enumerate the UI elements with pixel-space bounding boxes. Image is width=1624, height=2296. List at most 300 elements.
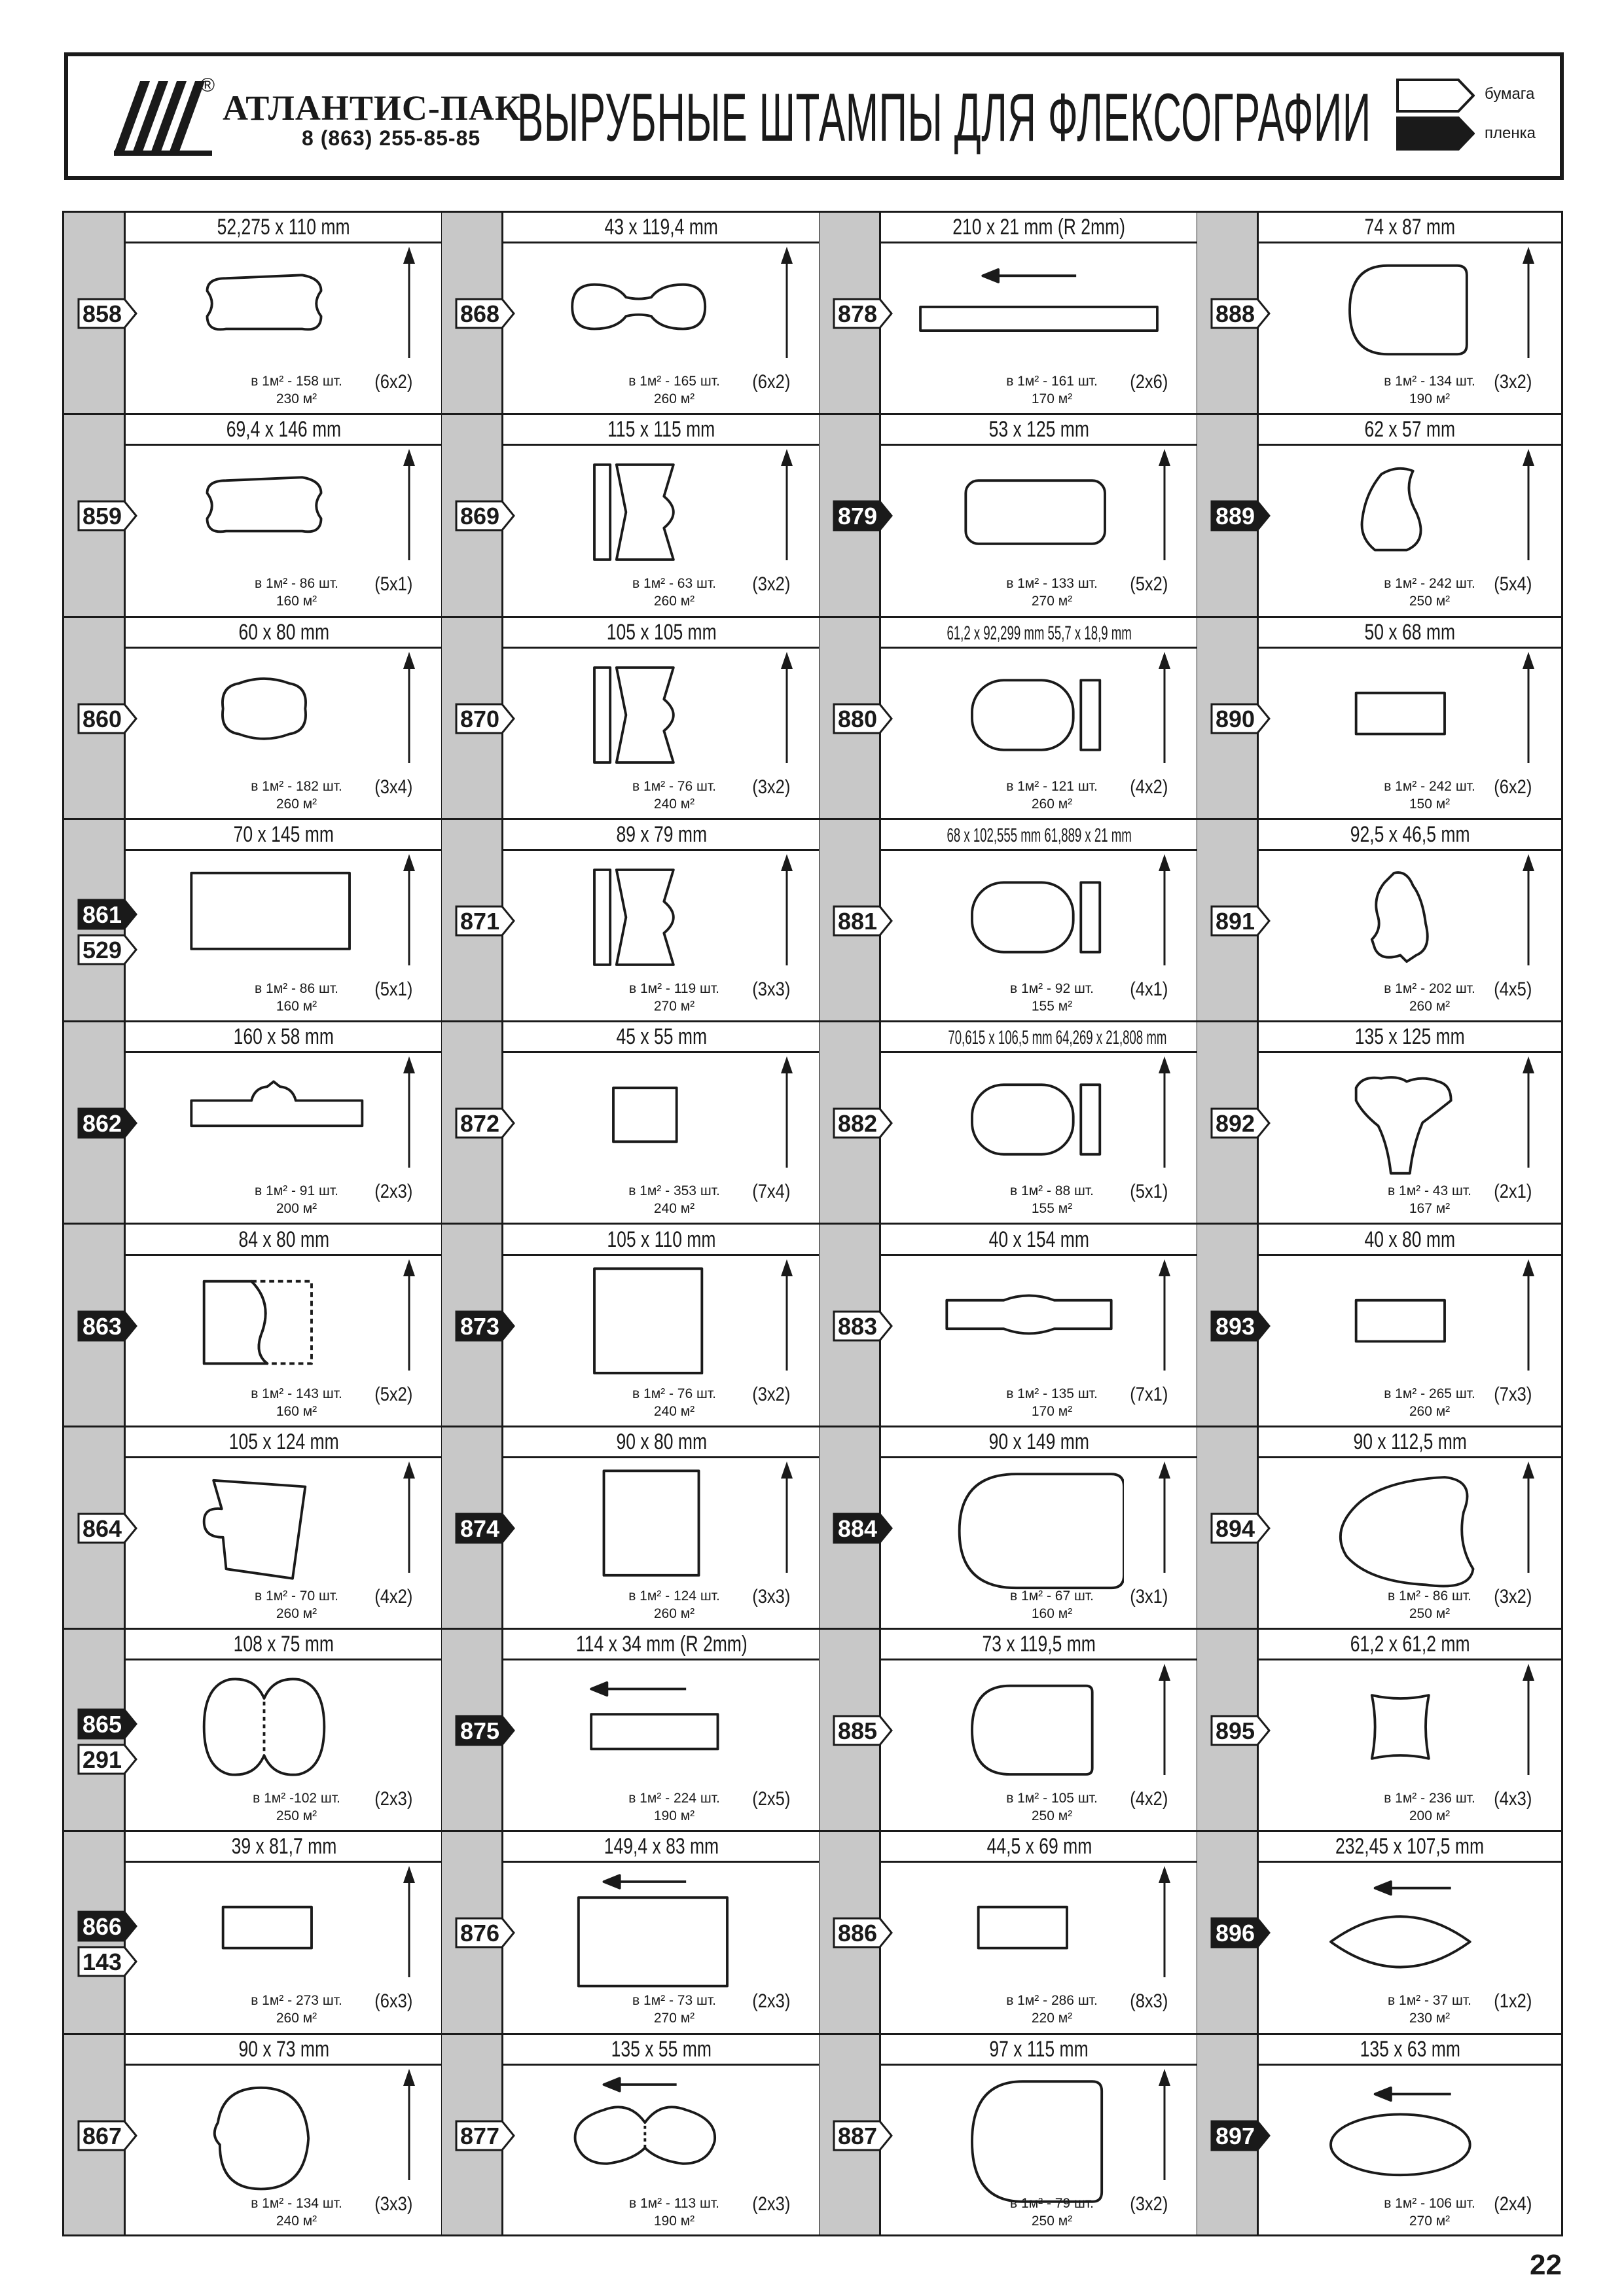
pieces-per-m2: в 1м² - 119 шт. <box>628 980 720 996</box>
die-size-text: 69,4 x 146 mm <box>226 417 342 442</box>
die-layout: (8x3) <box>1129 1990 1168 2013</box>
die-number: 877 <box>460 2122 500 2149</box>
die-cell-888 <box>1197 213 1561 415</box>
die-number-tag <box>455 1107 515 1139</box>
yield-note <box>986 980 1117 1015</box>
die-layout: (4x3) <box>1493 1788 1532 1810</box>
die-cell-879 <box>820 415 1197 617</box>
die-number-tag <box>77 500 137 531</box>
die-number-tag <box>455 2120 515 2151</box>
die-number-tag <box>77 703 137 734</box>
area-value: 170 м² <box>1031 1403 1073 1419</box>
die-shape-outline <box>934 1668 1124 1805</box>
die-size-label <box>126 2035 442 2066</box>
die-number-tag <box>1210 298 1271 329</box>
die-layout: (5x1) <box>374 573 412 596</box>
yield-note <box>231 1992 362 2027</box>
die-size-text: 105 x 110 mm <box>607 1227 716 1252</box>
yield-note <box>609 575 740 610</box>
feed-direction-arrow <box>1521 449 1536 560</box>
die-number-tag <box>77 1310 137 1342</box>
die-number: 882 <box>838 1110 878 1138</box>
pieces-per-m2: в 1м² - 88 шт. <box>1010 1183 1094 1199</box>
area-value: 260 м² <box>276 796 317 812</box>
die-size-text: 40 x 154 mm <box>988 1227 1090 1252</box>
die-size-label <box>1259 415 1561 446</box>
die-shape-outline <box>1312 1668 1502 1805</box>
die-number: 863 <box>82 1312 122 1340</box>
die-size-label <box>1259 1427 1561 1458</box>
die-size-label <box>126 618 442 649</box>
pieces-per-m2: в 1м² - 86 шт. <box>1388 1588 1471 1604</box>
die-number: 885 <box>838 1717 878 1745</box>
die-number-tag <box>833 905 893 937</box>
feed-direction-arrow <box>1521 1462 1536 1573</box>
die-layout: (3x4) <box>374 776 412 798</box>
die-cell-873 <box>442 1225 820 1427</box>
feed-direction-arrow <box>1521 1056 1536 1168</box>
area-value: 240 м² <box>653 1201 695 1217</box>
area-value: 190 м² <box>653 1808 695 1824</box>
die-number-tag <box>1210 2120 1271 2151</box>
yield-note <box>231 2195 362 2230</box>
die-size-text: 89 x 79 mm <box>616 821 707 847</box>
die-number-tag <box>1210 703 1271 734</box>
die-number: 886 <box>838 1920 878 1947</box>
yield-note <box>1364 1587 1495 1623</box>
die-number: 893 <box>1216 1312 1255 1340</box>
die-layout: (2x3) <box>751 2193 790 2215</box>
pieces-per-m2: в 1м² - 124 шт. <box>628 1588 720 1604</box>
die-number: 880 <box>838 705 878 732</box>
die-size-text: 45 x 55 mm <box>616 1024 707 1050</box>
die-number-tag <box>77 1513 137 1544</box>
area-value: 260 м² <box>653 1605 695 1621</box>
die-size-label <box>126 1022 442 1053</box>
area-value: 230 м² <box>276 391 317 406</box>
die-number-tag <box>77 1107 137 1139</box>
die-size-text: 105 x 124 mm <box>228 1429 339 1454</box>
die-number: 873 <box>460 1312 500 1340</box>
die-shape-outline <box>1312 1263 1502 1401</box>
die-number: 890 <box>1216 705 1255 732</box>
feed-direction-arrow <box>401 449 417 560</box>
die-number-tag <box>77 298 137 329</box>
pieces-per-m2: в 1м² - 73 шт. <box>632 1993 716 2009</box>
die-number: 896 <box>1216 1920 1255 1947</box>
die-layout: (6x2) <box>1493 776 1532 798</box>
die-shape-outline <box>179 1668 369 1805</box>
die-shape-outline <box>179 858 369 996</box>
die-size-text: 105 x 105 mm <box>606 619 717 645</box>
feed-direction-arrow <box>779 449 795 560</box>
die-shape-outline <box>1312 656 1502 793</box>
die-cell-893 <box>1197 1225 1561 1427</box>
die-cell-894 <box>1197 1427 1561 1630</box>
company-name: АТЛАНТИС-ПАК <box>223 88 521 128</box>
die-size-label <box>126 1832 442 1863</box>
area-value: 200 м² <box>276 1201 317 1217</box>
material-legend <box>1396 76 1540 154</box>
die-cell-885 <box>820 1630 1197 1832</box>
die-layout: (3x2) <box>751 1383 790 1405</box>
area-value: 200 м² <box>1409 1808 1451 1824</box>
die-layout: (3x1) <box>1129 1585 1168 1607</box>
die-number: 869 <box>460 503 500 530</box>
area-value: 155 м² <box>1031 998 1073 1014</box>
area-value: 250 м² <box>276 1808 317 1824</box>
feed-direction-arrow <box>1157 1866 1172 1977</box>
die-cell-892 <box>1197 1022 1561 1225</box>
die-size-label <box>503 213 820 243</box>
yield-note <box>609 1789 740 1825</box>
feed-direction-arrow <box>1521 1664 1536 1775</box>
die-number: 887 <box>838 2122 878 2149</box>
die-size-label <box>881 820 1197 851</box>
die-size-text: 74 x 87 mm <box>1364 215 1456 240</box>
die-size-label <box>503 618 820 649</box>
die-size-text: 61,2 x 61,2 mm <box>1350 1632 1470 1657</box>
catalog-column <box>1197 213 1561 2234</box>
die-layout: (2x4) <box>1493 2193 1532 2215</box>
die-cell-881 <box>820 820 1197 1022</box>
die-number: 871 <box>460 907 500 935</box>
die-number: 865 <box>82 1711 122 1738</box>
pieces-per-m2: в 1м² - 161 шт. <box>1006 374 1098 389</box>
area-value: 167 м² <box>1409 1201 1451 1217</box>
feed-direction-arrow <box>401 247 417 358</box>
die-shape-outline <box>556 1465 746 1603</box>
die-number-tag <box>833 298 893 329</box>
die-shape-outline <box>1312 453 1502 590</box>
die-size-text: 52,275 x 110 mm <box>217 215 350 240</box>
die-size-text: 70 x 145 mm <box>233 821 334 847</box>
die-size-text: 61,2 x 92,299 mm 55,7 x 18,9 mm <box>947 622 1132 644</box>
feed-direction-arrow <box>779 1259 795 1371</box>
die-size-text: 160 x 58 mm <box>233 1024 334 1050</box>
die-size-text: 60 x 80 mm <box>238 619 329 645</box>
die-size-text: 44,5 x 69 mm <box>986 1834 1092 1859</box>
die-shape-outline <box>179 2073 369 2210</box>
die-number: 866 <box>82 1913 122 1941</box>
die-shape-outline <box>1312 251 1502 388</box>
yield-note <box>231 1789 362 1825</box>
die-number: 862 <box>82 1110 122 1138</box>
area-value: 190 м² <box>1409 391 1451 406</box>
die-shape-outline <box>179 1870 369 2007</box>
die-number-tag <box>1210 500 1271 531</box>
pieces-per-m2: в 1м² - 76 шт. <box>632 1386 716 1401</box>
die-size-label <box>126 213 442 243</box>
pieces-per-m2: в 1м² - 86 шт. <box>255 576 338 592</box>
die-cell-883 <box>820 1225 1197 1427</box>
die-number-tag <box>455 703 515 734</box>
die-number: 529 <box>82 936 122 963</box>
die-shape-outline <box>179 251 369 388</box>
yield-note <box>1364 1992 1495 2027</box>
area-value: 270 м² <box>1409 2213 1451 2229</box>
area-value: 160 м² <box>276 998 317 1014</box>
yield-note <box>231 1385 362 1420</box>
die-shape-outline <box>934 453 1124 590</box>
die-cell-884 <box>820 1427 1197 1630</box>
area-value: 240 м² <box>653 1403 695 1419</box>
feed-direction-arrow <box>1521 652 1536 763</box>
die-number-tag <box>77 1744 137 1775</box>
die-size-label <box>503 1630 820 1660</box>
die-number-tag <box>455 500 515 531</box>
die-number: 894 <box>1216 1515 1255 1542</box>
die-cell-895 <box>1197 1630 1561 1832</box>
die-cell-889 <box>1197 415 1561 617</box>
die-cell-871 <box>442 820 820 1022</box>
die-size-label <box>881 618 1197 649</box>
die-size-label <box>1259 1630 1561 1660</box>
die-number: 888 <box>1216 300 1255 327</box>
die-number: 291 <box>82 1746 122 1774</box>
die-cell-863 <box>64 1225 442 1427</box>
die-size-label <box>503 1427 820 1458</box>
die-shape-outline <box>1312 1870 1502 2007</box>
pieces-per-m2: в 1м² -102 шт. <box>253 1791 340 1806</box>
feed-direction-arrow <box>401 1056 417 1168</box>
pieces-per-m2: в 1м² - 37 шт. <box>1388 1993 1471 2009</box>
die-number-tag <box>833 1917 893 1948</box>
die-size-text: 90 x 112,5 mm <box>1353 1429 1467 1454</box>
yield-note <box>986 575 1117 610</box>
die-layout: (7x1) <box>1129 1383 1168 1405</box>
yield-note <box>1364 1789 1495 1825</box>
die-number-tag <box>77 899 137 930</box>
die-shape-outline <box>908 251 1170 388</box>
pieces-per-m2: в 1м² - 182 шт. <box>251 778 342 794</box>
die-layout: (2x3) <box>374 1788 412 1810</box>
die-cell-886 <box>820 1832 1197 2034</box>
die-layout: (2x5) <box>751 1788 790 1810</box>
area-value: 250 м² <box>1409 1605 1451 1621</box>
die-shape-outline <box>556 1263 746 1401</box>
die-size-label <box>1259 2035 1561 2066</box>
yield-note <box>231 1182 362 1217</box>
die-layout: (2x3) <box>374 1181 412 1203</box>
die-number-tag <box>77 1708 137 1740</box>
die-size-label <box>126 1225 442 1256</box>
die-number-tag <box>1210 1310 1271 1342</box>
yield-note <box>609 372 740 408</box>
die-cell-862 <box>64 1022 442 1225</box>
area-value: 190 м² <box>653 2213 695 2229</box>
die-shape-outline <box>1312 858 1502 996</box>
die-cell-890 <box>1197 618 1561 820</box>
yield-note <box>609 1587 740 1623</box>
pieces-per-m2: в 1м² - 70 шт. <box>255 1588 338 1604</box>
die-cell-867 <box>64 2035 442 2237</box>
yield-note <box>609 980 740 1015</box>
die-number-tag <box>833 2120 893 2151</box>
die-cell-878 <box>820 213 1197 415</box>
die-cell-874 <box>442 1427 820 1630</box>
die-number-tag <box>77 934 137 965</box>
die-size-text: 90 x 149 mm <box>988 1429 1090 1454</box>
pieces-per-m2: в 1м² - 91 шт. <box>255 1183 338 1199</box>
die-size-text: 70,615 x 106,5 mm 64,269 x 21,808 mm <box>948 1027 1167 1049</box>
area-value: 260 м² <box>653 594 695 609</box>
pieces-per-m2: в 1м² - 133 шт. <box>1006 576 1098 592</box>
feed-direction-arrow <box>1157 2069 1172 2180</box>
yield-note <box>986 2195 1117 2230</box>
die-layout: (4x2) <box>1129 1788 1168 1810</box>
die-shape-outline <box>556 656 746 793</box>
pieces-per-m2: в 1м² - 113 шт. <box>628 2195 720 2211</box>
die-number-tag <box>833 1107 893 1139</box>
feed-direction-arrow <box>401 1462 417 1573</box>
die-number: 889 <box>1216 503 1255 530</box>
die-cell-866 <box>64 1832 442 2034</box>
pieces-per-m2: в 1м² - 265 шт. <box>1384 1386 1475 1401</box>
die-size-text: 90 x 73 mm <box>238 2036 329 2062</box>
die-size-label <box>503 415 820 446</box>
die-size-text: 108 x 75 mm <box>233 1632 334 1657</box>
registered-mark: ® <box>200 75 215 96</box>
die-number: 872 <box>460 1110 500 1138</box>
die-layout: (3x2) <box>751 776 790 798</box>
catalog-column <box>820 213 1197 2234</box>
catalog-header <box>64 52 1564 180</box>
die-size-text: 43 x 119,4 mm <box>604 215 719 240</box>
yield-note <box>986 1992 1117 2027</box>
die-cell-864 <box>64 1427 442 1630</box>
yield-note <box>1364 980 1495 1015</box>
die-shape-outline <box>556 2073 746 2210</box>
die-layout: (3x2) <box>1129 2193 1168 2215</box>
die-number: 892 <box>1216 1110 1255 1138</box>
die-number: 860 <box>82 705 122 732</box>
die-layout: (6x2) <box>374 371 412 393</box>
die-cell-860 <box>64 618 442 820</box>
pieces-per-m2: в 1м² - 67 шт. <box>1010 1588 1094 1604</box>
feed-direction-arrow <box>401 1259 417 1371</box>
area-value: 170 м² <box>1031 391 1073 406</box>
die-number: 897 <box>1216 2122 1255 2149</box>
die-cell-891 <box>1197 820 1561 1022</box>
film-swatch <box>1396 117 1475 151</box>
yield-note <box>986 1182 1117 1217</box>
area-value: 150 м² <box>1409 796 1451 812</box>
pieces-per-m2: в 1м² - 106 шт. <box>1384 2195 1475 2211</box>
die-size-label <box>881 1427 1197 1458</box>
area-value: 270 м² <box>653 998 695 1014</box>
area-value: 250 м² <box>1031 1808 1073 1824</box>
die-layout: (5x2) <box>374 1383 412 1405</box>
die-cell-870 <box>442 618 820 820</box>
die-shape-outline <box>179 1465 369 1603</box>
catalog-title: ВЫРУБНЫЕ ШТАМПЫ ДЛЯ ФЛЕКСОГРАФИИ <box>517 80 1371 156</box>
die-number: 867 <box>82 2122 122 2149</box>
die-number: 874 <box>460 1515 500 1542</box>
die-shape-outline <box>179 656 369 793</box>
pieces-per-m2: в 1м² - 134 шт. <box>251 2195 342 2211</box>
yield-note <box>986 372 1117 408</box>
pieces-per-m2: в 1м² - 121 шт. <box>1006 778 1098 794</box>
die-number-tag <box>455 298 515 329</box>
die-shape-outline <box>556 858 746 996</box>
yield-note <box>609 1182 740 1217</box>
feed-direction-arrow <box>401 1866 417 1977</box>
die-shape-outline <box>1312 1465 1502 1603</box>
catalog-column <box>64 213 442 2234</box>
yield-note <box>1364 1385 1495 1420</box>
die-shape-outline <box>934 1465 1124 1603</box>
area-value: 155 м² <box>1031 1201 1073 1217</box>
die-number: 858 <box>82 300 122 327</box>
die-layout: (5x1) <box>374 978 412 1000</box>
die-number-tag <box>1210 1715 1271 1746</box>
pieces-per-m2: в 1м² - 86 шт. <box>255 980 338 996</box>
die-shape-outline <box>556 1060 746 1198</box>
die-shape-outline <box>556 1668 746 1805</box>
die-size-text: 115 x 115 mm <box>607 417 715 442</box>
die-cell-858 <box>64 213 442 415</box>
pieces-per-m2: в 1м² - 63 шт. <box>632 576 716 592</box>
yield-note <box>1364 1182 1495 1217</box>
feed-direction-arrow <box>1157 1462 1172 1573</box>
die-number-tag <box>1210 905 1271 937</box>
die-number: 870 <box>460 705 500 732</box>
die-shape-outline <box>934 2073 1124 2210</box>
area-value: 160 м² <box>276 594 317 609</box>
feed-direction-arrow <box>1157 1056 1172 1168</box>
die-size-label <box>1259 1832 1561 1863</box>
die-size-label <box>126 1630 442 1660</box>
feed-direction-arrow <box>779 247 795 358</box>
area-value: 160 м² <box>276 1403 317 1419</box>
die-size-text: 114 x 34 mm (R 2mm) <box>575 1632 748 1657</box>
die-number-tag <box>77 2120 137 2151</box>
die-shape-outline <box>556 453 746 590</box>
yield-note <box>986 778 1117 813</box>
die-number-tag <box>1210 1513 1271 1544</box>
die-layout: (4x5) <box>1493 978 1532 1000</box>
die-size-label <box>1259 820 1561 851</box>
die-size-text: 92,5 x 46,5 mm <box>1350 821 1470 847</box>
die-size-text: 135 x 63 mm <box>1360 2036 1460 2062</box>
die-shape-outline <box>934 1060 1124 1198</box>
feed-direction-arrow <box>779 1462 795 1573</box>
die-layout: (2x6) <box>1129 371 1168 393</box>
pieces-per-m2: в 1м² - 273 шт. <box>251 1993 342 2009</box>
pieces-per-m2: в 1м² - 224 шт. <box>628 1791 720 1806</box>
die-layout: (2x3) <box>751 1990 790 2013</box>
die-shape-outline <box>1312 2073 1502 2210</box>
die-size-label <box>881 1225 1197 1256</box>
die-size-text: 135 x 55 mm <box>611 2036 712 2062</box>
die-size-label <box>503 2035 820 2066</box>
die-size-label <box>126 820 442 851</box>
feed-direction-arrow <box>401 2069 417 2180</box>
die-layout: (7x4) <box>751 1181 790 1203</box>
die-layout: (4x1) <box>1129 978 1168 1000</box>
die-number: 879 <box>838 503 878 530</box>
paper-legend-label: бумага <box>1485 85 1535 103</box>
die-size-label <box>1259 1022 1561 1053</box>
die-cell-875 <box>442 1630 820 1832</box>
die-size-label <box>126 1427 442 1458</box>
die-size-text: 39 x 81,7 mm <box>231 1834 336 1859</box>
die-number: 143 <box>82 1948 122 1976</box>
area-value: 260 м² <box>653 391 695 406</box>
die-size-label <box>503 1022 820 1053</box>
die-layout: (3x3) <box>374 2193 412 2215</box>
